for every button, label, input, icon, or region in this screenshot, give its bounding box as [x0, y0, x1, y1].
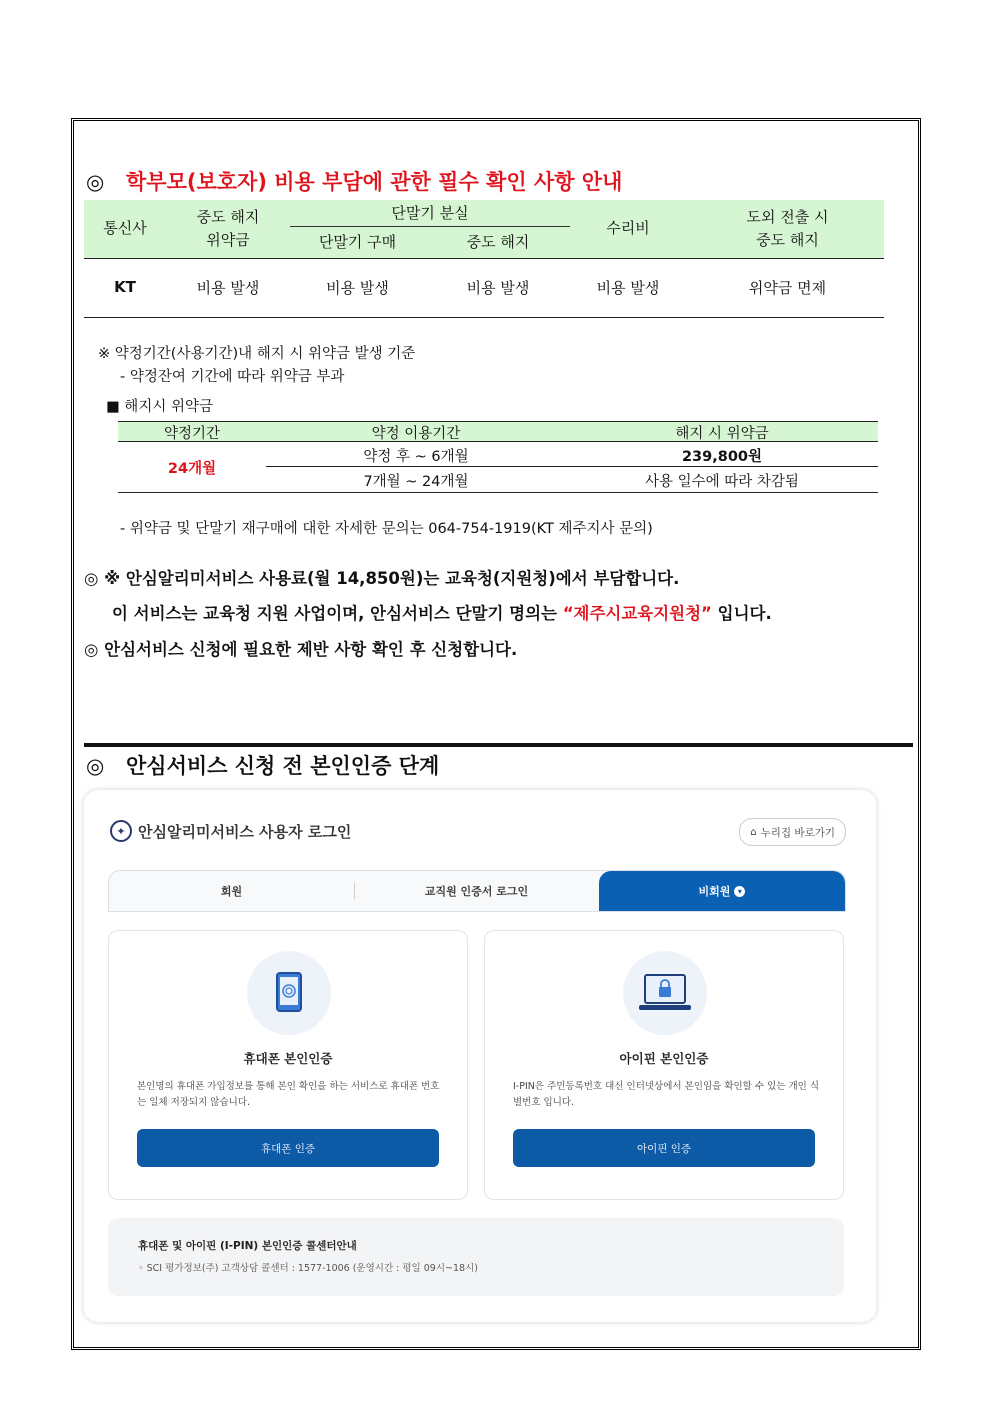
td2-period: 24개월 [167, 461, 217, 477]
ipin-icon-circle [623, 951, 707, 1035]
tab-non-member-label: 비회원 [698, 885, 731, 898]
inquiry-note: - 위약금 및 단말기 재구매에 대한 자세한 문의는 064-754-1919(KT 제주지사 문의) [120, 521, 653, 537]
section1-title [86, 166, 622, 196]
phone-auth-desc: 본인명의 휴대폰 가입정보를 통해 본인 확인을 하는 서비스로 휴대폰 번호는 일체 저장되지 않습니다. [137, 1081, 440, 1108]
th-divider [290, 226, 570, 227]
tab-member-label: 회원 [220, 885, 243, 898]
callcenter-title: 휴대폰 및 아이핀 (I-PIN) 본인인증 콜센터안내 [138, 1240, 357, 1252]
section1-title-text: 학부모(보호자) 비용 부담에 관한 필수 확인 사항 안내 [126, 170, 623, 194]
table1-rule [84, 258, 884, 259]
th-device-purchase: 단말기 구매 [318, 233, 397, 251]
tab-non-member[interactable] [599, 871, 845, 911]
bullet-mark-2: ◎ [86, 754, 105, 778]
table1-bottom-rule [84, 317, 884, 318]
th-transfer-2: 중도 해지 [756, 231, 819, 249]
phone-auth-card [108, 930, 468, 1200]
td-transfer: 위약금 면제 [748, 279, 827, 297]
th2-penalty: 해지 시 위약금 [675, 426, 769, 442]
logo-icon: ✦ [110, 820, 132, 842]
td2-penalty-1: 239,800원 [681, 449, 763, 465]
section2-title [86, 750, 439, 780]
ipin-auth-desc: I-PIN은 주민등록번호 대신 인터넷상에서 본인임을 확인할 수 있는 개인 식별번호 입니다. [513, 1081, 820, 1108]
bullet-mark: ◎ [86, 170, 105, 194]
th-transfer-1: 도외 전출 시 [746, 208, 829, 226]
home-link-button[interactable] [739, 818, 846, 846]
bold-line-1: ◎ ※ 안심알리미서비스 사용료(월 14,850원)는 교육청(지원청)에서 부담합니다. [84, 569, 680, 588]
section2-title-text: 안심서비스 신청 전 본인인증 단계 [126, 754, 440, 778]
bold-line-2 [112, 600, 772, 624]
ipin-auth-title: 아이핀 본인인증 [619, 1051, 709, 1066]
td-mid-term: 비용 발생 [466, 279, 530, 297]
ipin-auth-card [484, 930, 844, 1200]
home-link-label: 누리집 바로가기 [760, 826, 835, 839]
td-early-term: 비용 발생 [196, 279, 260, 297]
th-mid-term: 중도 해지 [466, 233, 530, 251]
tab-member[interactable] [109, 871, 354, 911]
bold-line-2a: 이 서비스는 교육청 지원 사업이며, 안심서비스 단말기 명의는 [112, 604, 563, 623]
td-device-purchase: 비용 발생 [326, 279, 389, 297]
home-icon: ⌂ [750, 826, 757, 838]
phone-auth-button[interactable] [137, 1129, 439, 1167]
phone-icon [247, 951, 331, 1035]
th2-period: 약정기간 [163, 426, 221, 442]
callcenter-desc: ◦ SCI 평가정보(주) 고객상담 콜센터 : 1577-1006 (운영시간 : 평일 09시~18시) [138, 1263, 478, 1274]
th-early-term-1: 중도 해지 [196, 208, 260, 226]
bold-line-2-highlight: “제주시교육지원청” [562, 604, 712, 623]
note-2: - 약정잔여 기간에 따라 위약금 부과 [120, 369, 345, 385]
td2-usage-2: 7개월 ~ 24개월 [363, 474, 469, 490]
bold-line-3: ◎ 안심서비스 신청에 필요한 제반 사항 확인 후 신청합니다. [84, 640, 518, 659]
th2-usage: 약정 이용기간 [371, 426, 461, 442]
td-carrier: KT [114, 278, 136, 296]
tab-staff-cert-label: 교직원 인증서 로그인 [424, 885, 529, 898]
note-1: ※ 약정기간(사용기간)내 해지 시 위약금 발생 기준 [98, 346, 416, 362]
brand-text: 안심알리미서비스 사용자 로그인 [138, 822, 352, 841]
chevron-down-icon: ▾ [734, 886, 745, 897]
section2-rule [84, 743, 913, 747]
tab-staff-cert[interactable] [355, 871, 598, 911]
brand [110, 820, 351, 842]
laptop-lock-icon [623, 951, 707, 1035]
th-early-term-2: 위약금 [206, 231, 250, 249]
login-tabs [108, 870, 846, 912]
bold-line-2c: 입니다. [711, 604, 772, 623]
table2-mid-rule [266, 466, 878, 467]
phone-auth-title: 휴대폰 본인인증 [243, 1051, 333, 1066]
callcenter-info [108, 1218, 844, 1296]
td-repair: 비용 발생 [596, 279, 660, 297]
login-screenshot [84, 790, 876, 1322]
phone-auth-button-label: 휴대폰 인증 [260, 1142, 316, 1155]
table2-bottom-rule [118, 492, 878, 493]
th-repair: 수리비 [606, 219, 650, 237]
ipin-auth-button[interactable] [513, 1129, 815, 1167]
th-device-loss: 단말기 분실 [391, 204, 469, 222]
note-3: ■ 해지시 위약금 [106, 399, 213, 415]
td2-usage-1: 약정 후 ~ 6개월 [363, 449, 469, 465]
phone-icon-circle [247, 951, 331, 1035]
ipin-auth-button-label: 아이핀 인증 [636, 1142, 692, 1155]
th-carrier: 통신사 [103, 219, 147, 237]
td2-penalty-2: 사용 일수에 따라 차감됨 [645, 474, 799, 490]
